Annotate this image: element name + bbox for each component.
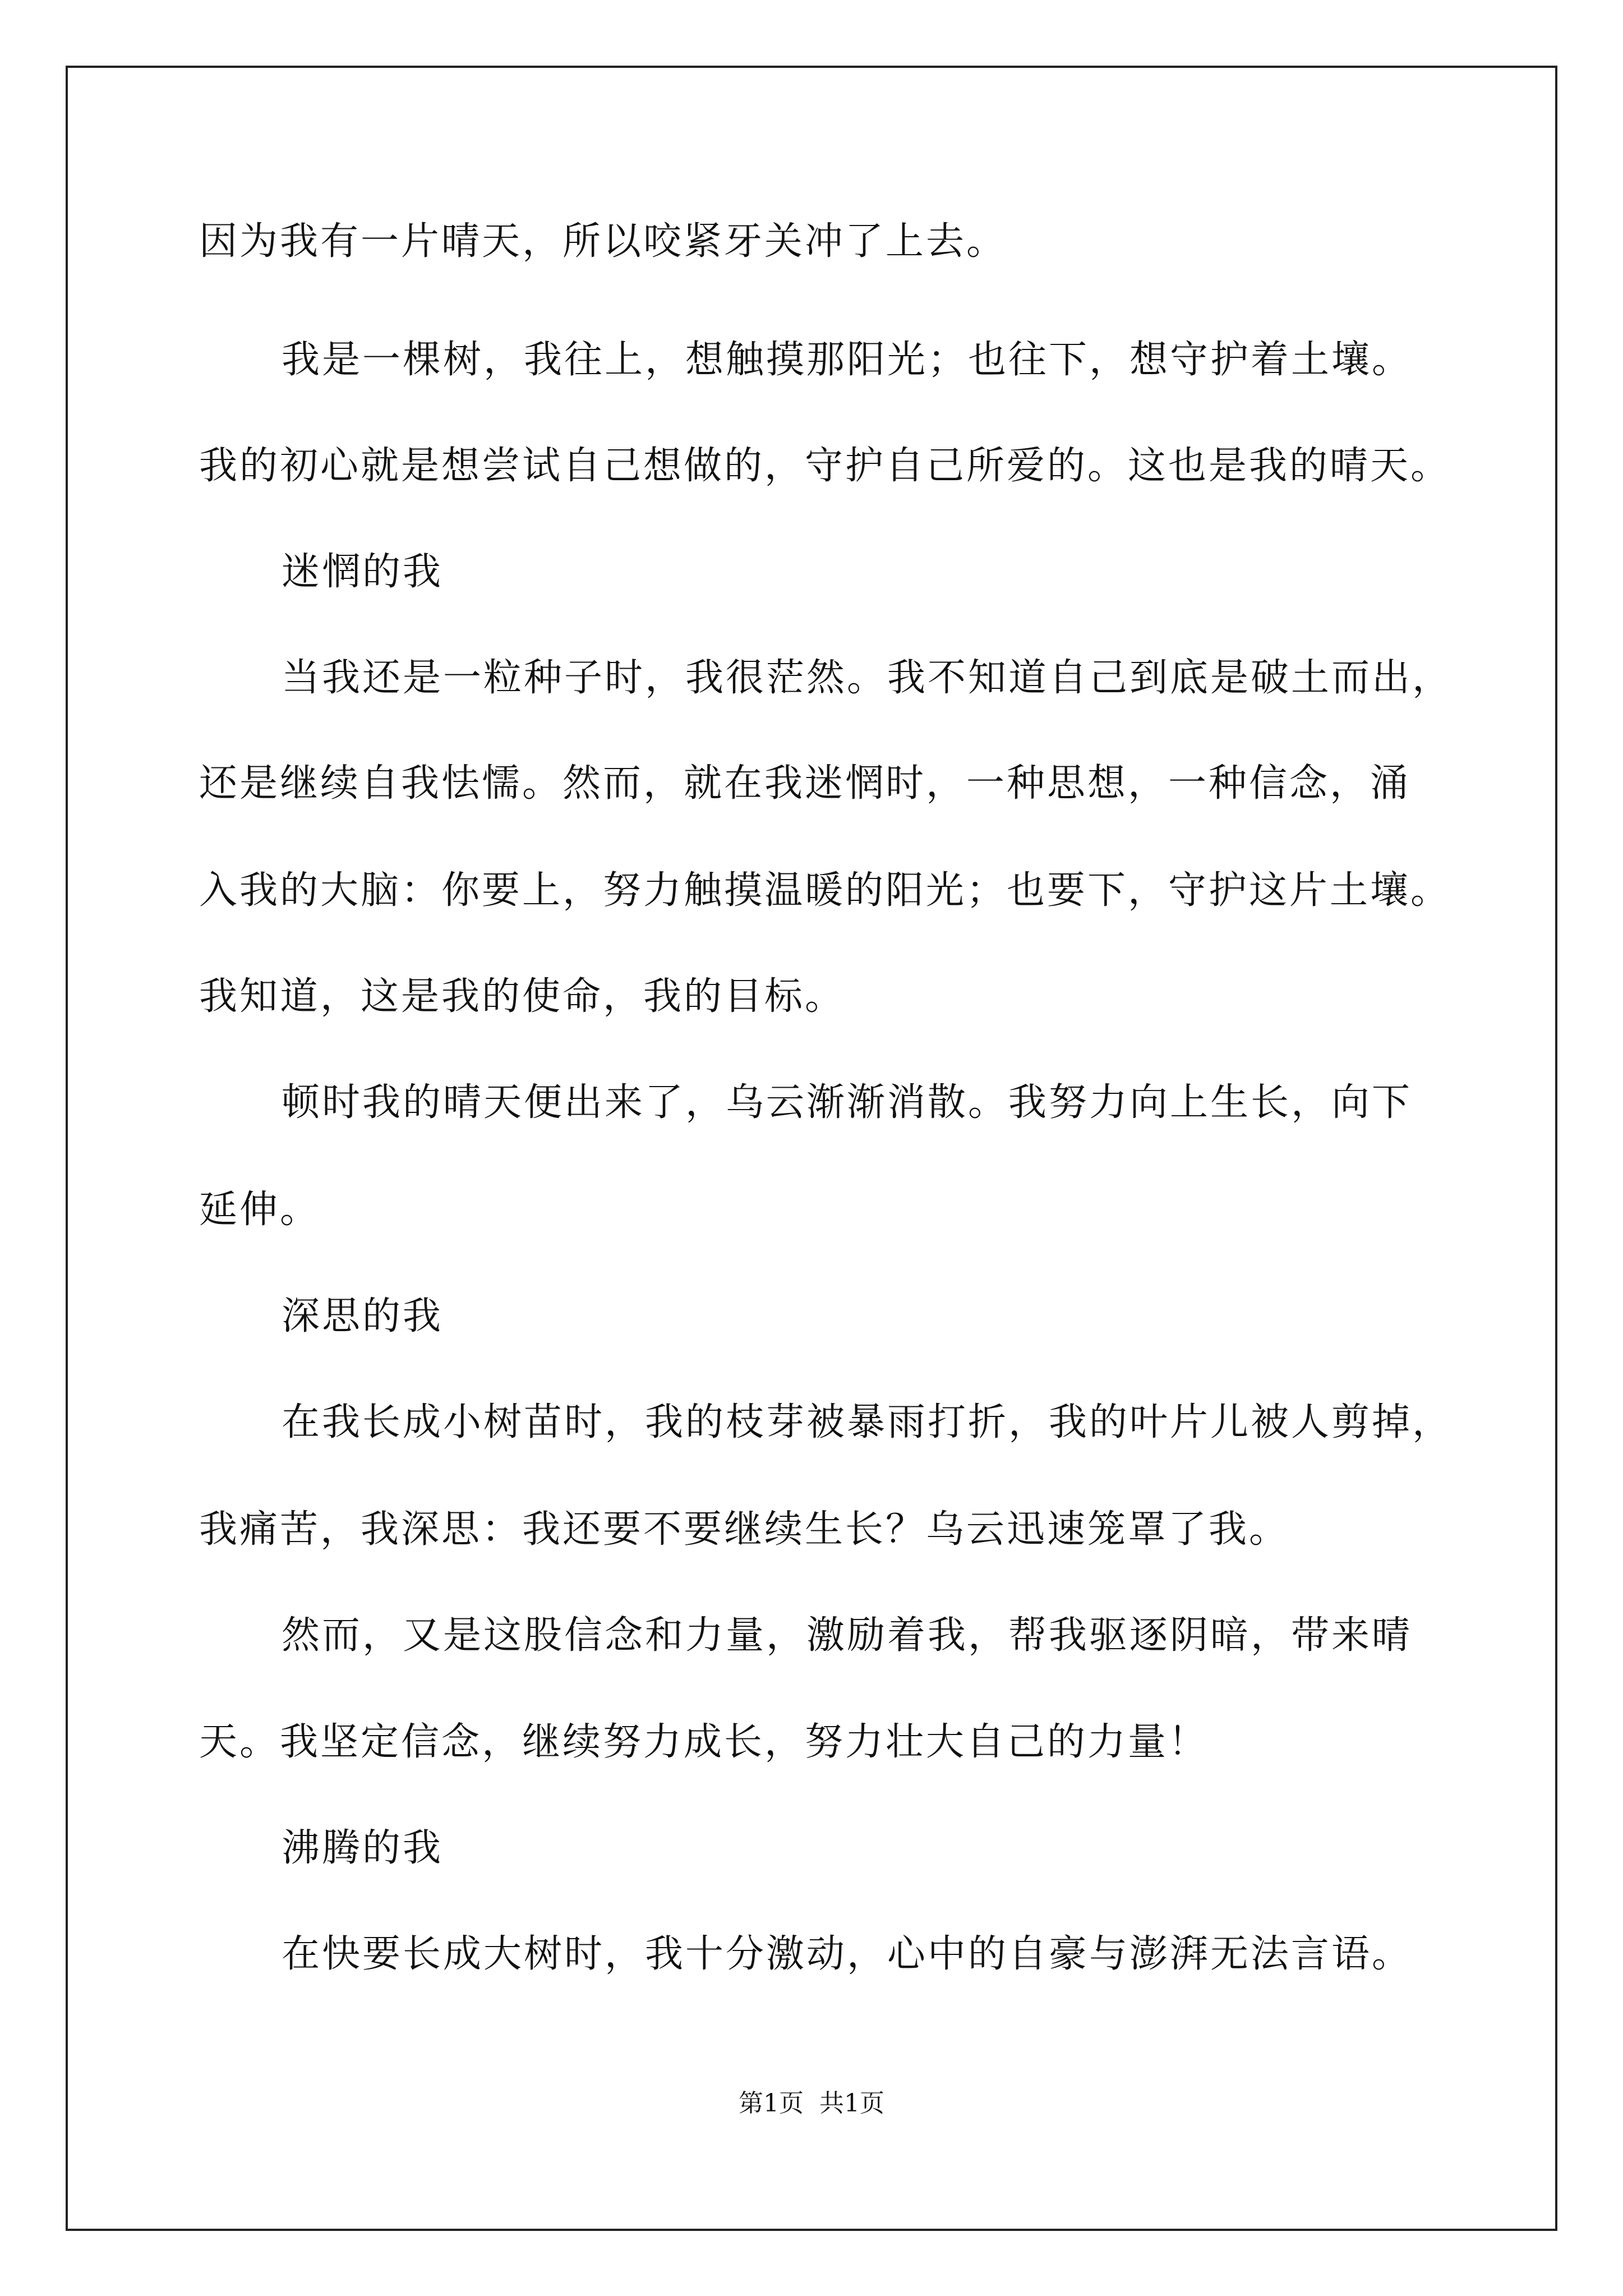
text-line: 延伸。 (199, 1188, 321, 1232)
page-footer (0, 2087, 1623, 2120)
text-line: 我知道，这是我的使命，我的目标。 (199, 974, 846, 1019)
section-heading: 沸腾的我 (282, 1826, 444, 1870)
text-line: 在快要长成大树时，我十分激动，心中的自豪与澎湃无法言语。 (282, 1932, 1413, 1976)
text-line: 天。我坚定信念，继续努力成长，努力壮大自己的力量！ (199, 1720, 1209, 1764)
text-line: 我的初心就是想尝试自己想做的，守护自己所爱的。这也是我的晴天。 (199, 444, 1451, 488)
text-line: 顿时我的晴天便出来了，乌云渐渐消散。我努力向上生长，向下 (282, 1080, 1413, 1125)
text-line: 我痛苦，我深思：我还要不要继续生长？乌云迅速笼罩了我。 (199, 1507, 1290, 1552)
section-heading: 深思的我 (282, 1294, 444, 1338)
page-number: 第1页 (739, 2089, 804, 2118)
text-line: 当我还是一粒种子时，我很茫然。我不知道自己到底是破土而出， (282, 656, 1453, 700)
section-heading: 迷惘的我 (282, 550, 444, 594)
text-line: 在我长成小树苗时，我的枝芽被暴雨打折，我的叶片儿被人剪掉， (282, 1400, 1453, 1444)
text-line: 我是一棵树，我往上，想触摸那阳光；也往下，想守护着土壤。 (282, 338, 1413, 382)
page-count: 共1页 (819, 2089, 884, 2118)
text-line: 因为我有一片晴天，所以咬紧牙关冲了上去。 (199, 219, 1007, 264)
page-border (66, 66, 1557, 2231)
text-line: 然而，又是这股信念和力量，激励着我，帮我驱逐阴暗，带来晴 (282, 1613, 1413, 1658)
text-line: 入我的大脑：你要上，努力触摸温暖的阳光；也要下，守护这片土壤。 (199, 868, 1451, 913)
text-line: 还是继续自我怯懦。然而，就在我迷惘时，一种思想，一种信念，涌 (199, 761, 1411, 806)
